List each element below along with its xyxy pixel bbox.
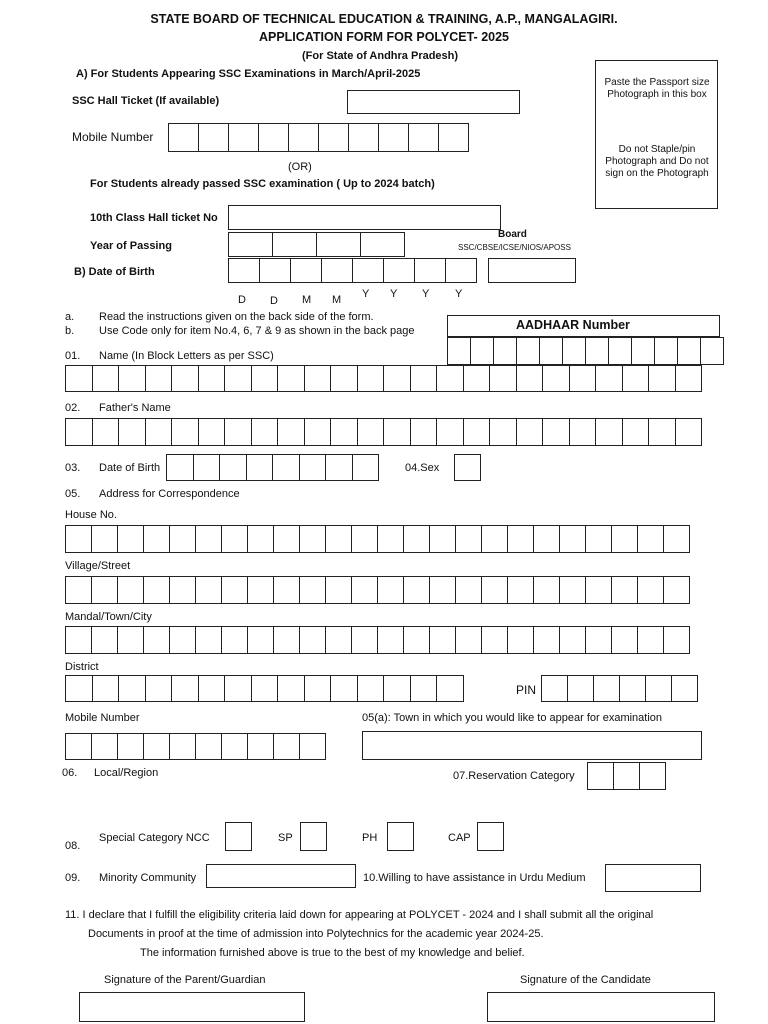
photo-instruction: Paste the Passport size Photograph in this box [604, 77, 710, 100]
photo-warning: Do not Staple/pin Photograph and Do not sign on the Photograph [605, 144, 709, 179]
tenth-hall-ticket-label: 10th Class Hall ticket No [90, 212, 218, 224]
special-category-label: Special Category NCC [99, 832, 210, 844]
ph-checkbox[interactable] [387, 822, 414, 851]
field-03-number: 03. [65, 462, 81, 474]
exam-town-input[interactable] [362, 731, 702, 760]
address-label: Address for Correspondence [99, 488, 240, 500]
dob-label: Date of Birth [99, 462, 161, 474]
passed-ssc-label: For Students already passed SSC examination ( Up to 2024 batch) [90, 178, 435, 190]
reservation-category-grid[interactable] [587, 762, 666, 790]
parent-signature-box[interactable] [79, 992, 305, 1022]
mobile-number-grid[interactable] [168, 123, 469, 152]
board-codes: SSC/CBSE/ICSE/NIOS/APOSS [458, 243, 571, 252]
dob-letter: D [270, 295, 278, 307]
aadhaar-header [447, 315, 720, 337]
house-no-grid[interactable] [65, 525, 690, 553]
section-a-title: A) For Students Appearing SSC Examinations in March/April-2025 [76, 68, 421, 80]
mandal-town-city-grid[interactable] [65, 626, 690, 654]
dob-letter: D [238, 294, 246, 306]
aadhaar-label: AADHAAR Number [516, 318, 630, 332]
year-of-passing-grid[interactable] [228, 232, 405, 257]
district-label: District [65, 661, 99, 673]
tenth-hall-ticket-input[interactable] [228, 205, 501, 230]
ssc-hall-ticket-input[interactable] [347, 90, 520, 114]
aadhaar-grid[interactable] [447, 337, 724, 365]
declaration-line3: The information furnished above is true to the best of my knowledge and belief. [140, 947, 525, 959]
photo-box[interactable] [595, 60, 718, 209]
field-06-number: 06. [62, 767, 78, 779]
name-grid[interactable] [65, 365, 702, 392]
sex-input[interactable] [454, 454, 481, 481]
declaration-line2: Documents in proof at the time of admission into Polytechnics for the academic year 2024-25. [88, 928, 544, 940]
ssc-hall-ticket-label: SSC Hall Ticket (If available) [72, 95, 220, 107]
candidate-signature-box[interactable] [487, 992, 715, 1022]
urdu-medium-input[interactable] [605, 864, 701, 892]
field-09-number: 09. [65, 872, 81, 884]
urdu-medium-label: 10.Willing to have assistance in Urdu Medium [363, 872, 586, 884]
pin-grid[interactable] [541, 675, 698, 702]
minority-community-input[interactable] [206, 864, 356, 888]
minority-community-label: Minority Community [99, 872, 197, 884]
mobile-number-label: Mobile Number [72, 130, 154, 144]
year-of-passing-label: Year of Passing [90, 240, 172, 252]
instruction-a-mark: a. [65, 311, 75, 323]
form-subtitle-state: (For State of Andhra Pradesh) [302, 50, 459, 62]
dob-grid[interactable] [228, 258, 477, 283]
reservation-category-label: 07.Reservation Category [453, 770, 575, 782]
board-label: Board [498, 229, 527, 240]
declaration-line1: 11. I declare that I fulfill the eligibility criteria laid down for appearing at POLYCET - 2024 and I shall submit all the original [65, 909, 654, 921]
village-street-grid[interactable] [65, 576, 690, 604]
cap-label: CAP [448, 832, 471, 844]
cap-checkbox[interactable] [477, 822, 504, 851]
form-title-application: APPLICATION FORM FOR POLYCET- 2025 [258, 30, 510, 44]
field-05-number: 05. [65, 488, 81, 500]
form-title-board: STATE BOARD OF TECHNICAL EDUCATION & TRAINING, A.P., MANGALAGIRI. [150, 12, 618, 26]
board-input[interactable] [488, 258, 576, 283]
instruction-b-text: Use Code only for item No.4, 6, 7 & 9 as shown in the back page [99, 325, 415, 337]
dob-letter: Y [455, 288, 463, 300]
village-street-label: Village/Street [65, 560, 131, 572]
mobile-grid[interactable] [65, 733, 326, 760]
mandal-town-city-label: Mandal/Town/City [65, 611, 152, 623]
instruction-b-mark: b. [65, 325, 75, 337]
field-01-number: 01. [65, 350, 81, 362]
house-no-label: House No. [65, 509, 117, 521]
sp-label: SP [278, 832, 293, 844]
dob-letter: Y [390, 288, 398, 300]
dob-letter: Y [362, 288, 370, 300]
sex-label: 04.Sex [405, 462, 440, 474]
ph-label: PH [362, 832, 378, 844]
name-label: Name (In Block Letters as per SSC) [99, 350, 274, 362]
dob-letter: Y [422, 288, 430, 300]
local-region-label: Local/Region [94, 767, 159, 779]
exam-town-label: 05(a): Town in which you would like to appear for examination [362, 712, 663, 724]
dob-section-label: B) Date of Birth [74, 266, 155, 278]
field-02-number: 02. [65, 402, 81, 414]
dob-field-grid[interactable] [166, 454, 379, 481]
dob-letter: M [332, 294, 342, 306]
parent-signature-label: Signature of the Parent/Guardian [104, 974, 266, 986]
ncc-checkbox[interactable] [225, 822, 252, 851]
district-grid[interactable] [65, 675, 464, 702]
field-08-number: 08. [65, 840, 81, 852]
pin-label: PIN [516, 683, 537, 697]
instruction-a-text: Read the instructions given on the back side of the form. [99, 311, 374, 323]
sp-checkbox[interactable] [300, 822, 327, 851]
father-name-grid[interactable] [65, 418, 702, 446]
dob-letter: M [302, 294, 312, 306]
candidate-signature-label: Signature of the Candidate [520, 974, 651, 986]
father-name-label: Father's Name [99, 402, 171, 414]
or-label: (OR) [288, 161, 312, 173]
mobile-label: Mobile Number [65, 712, 140, 724]
